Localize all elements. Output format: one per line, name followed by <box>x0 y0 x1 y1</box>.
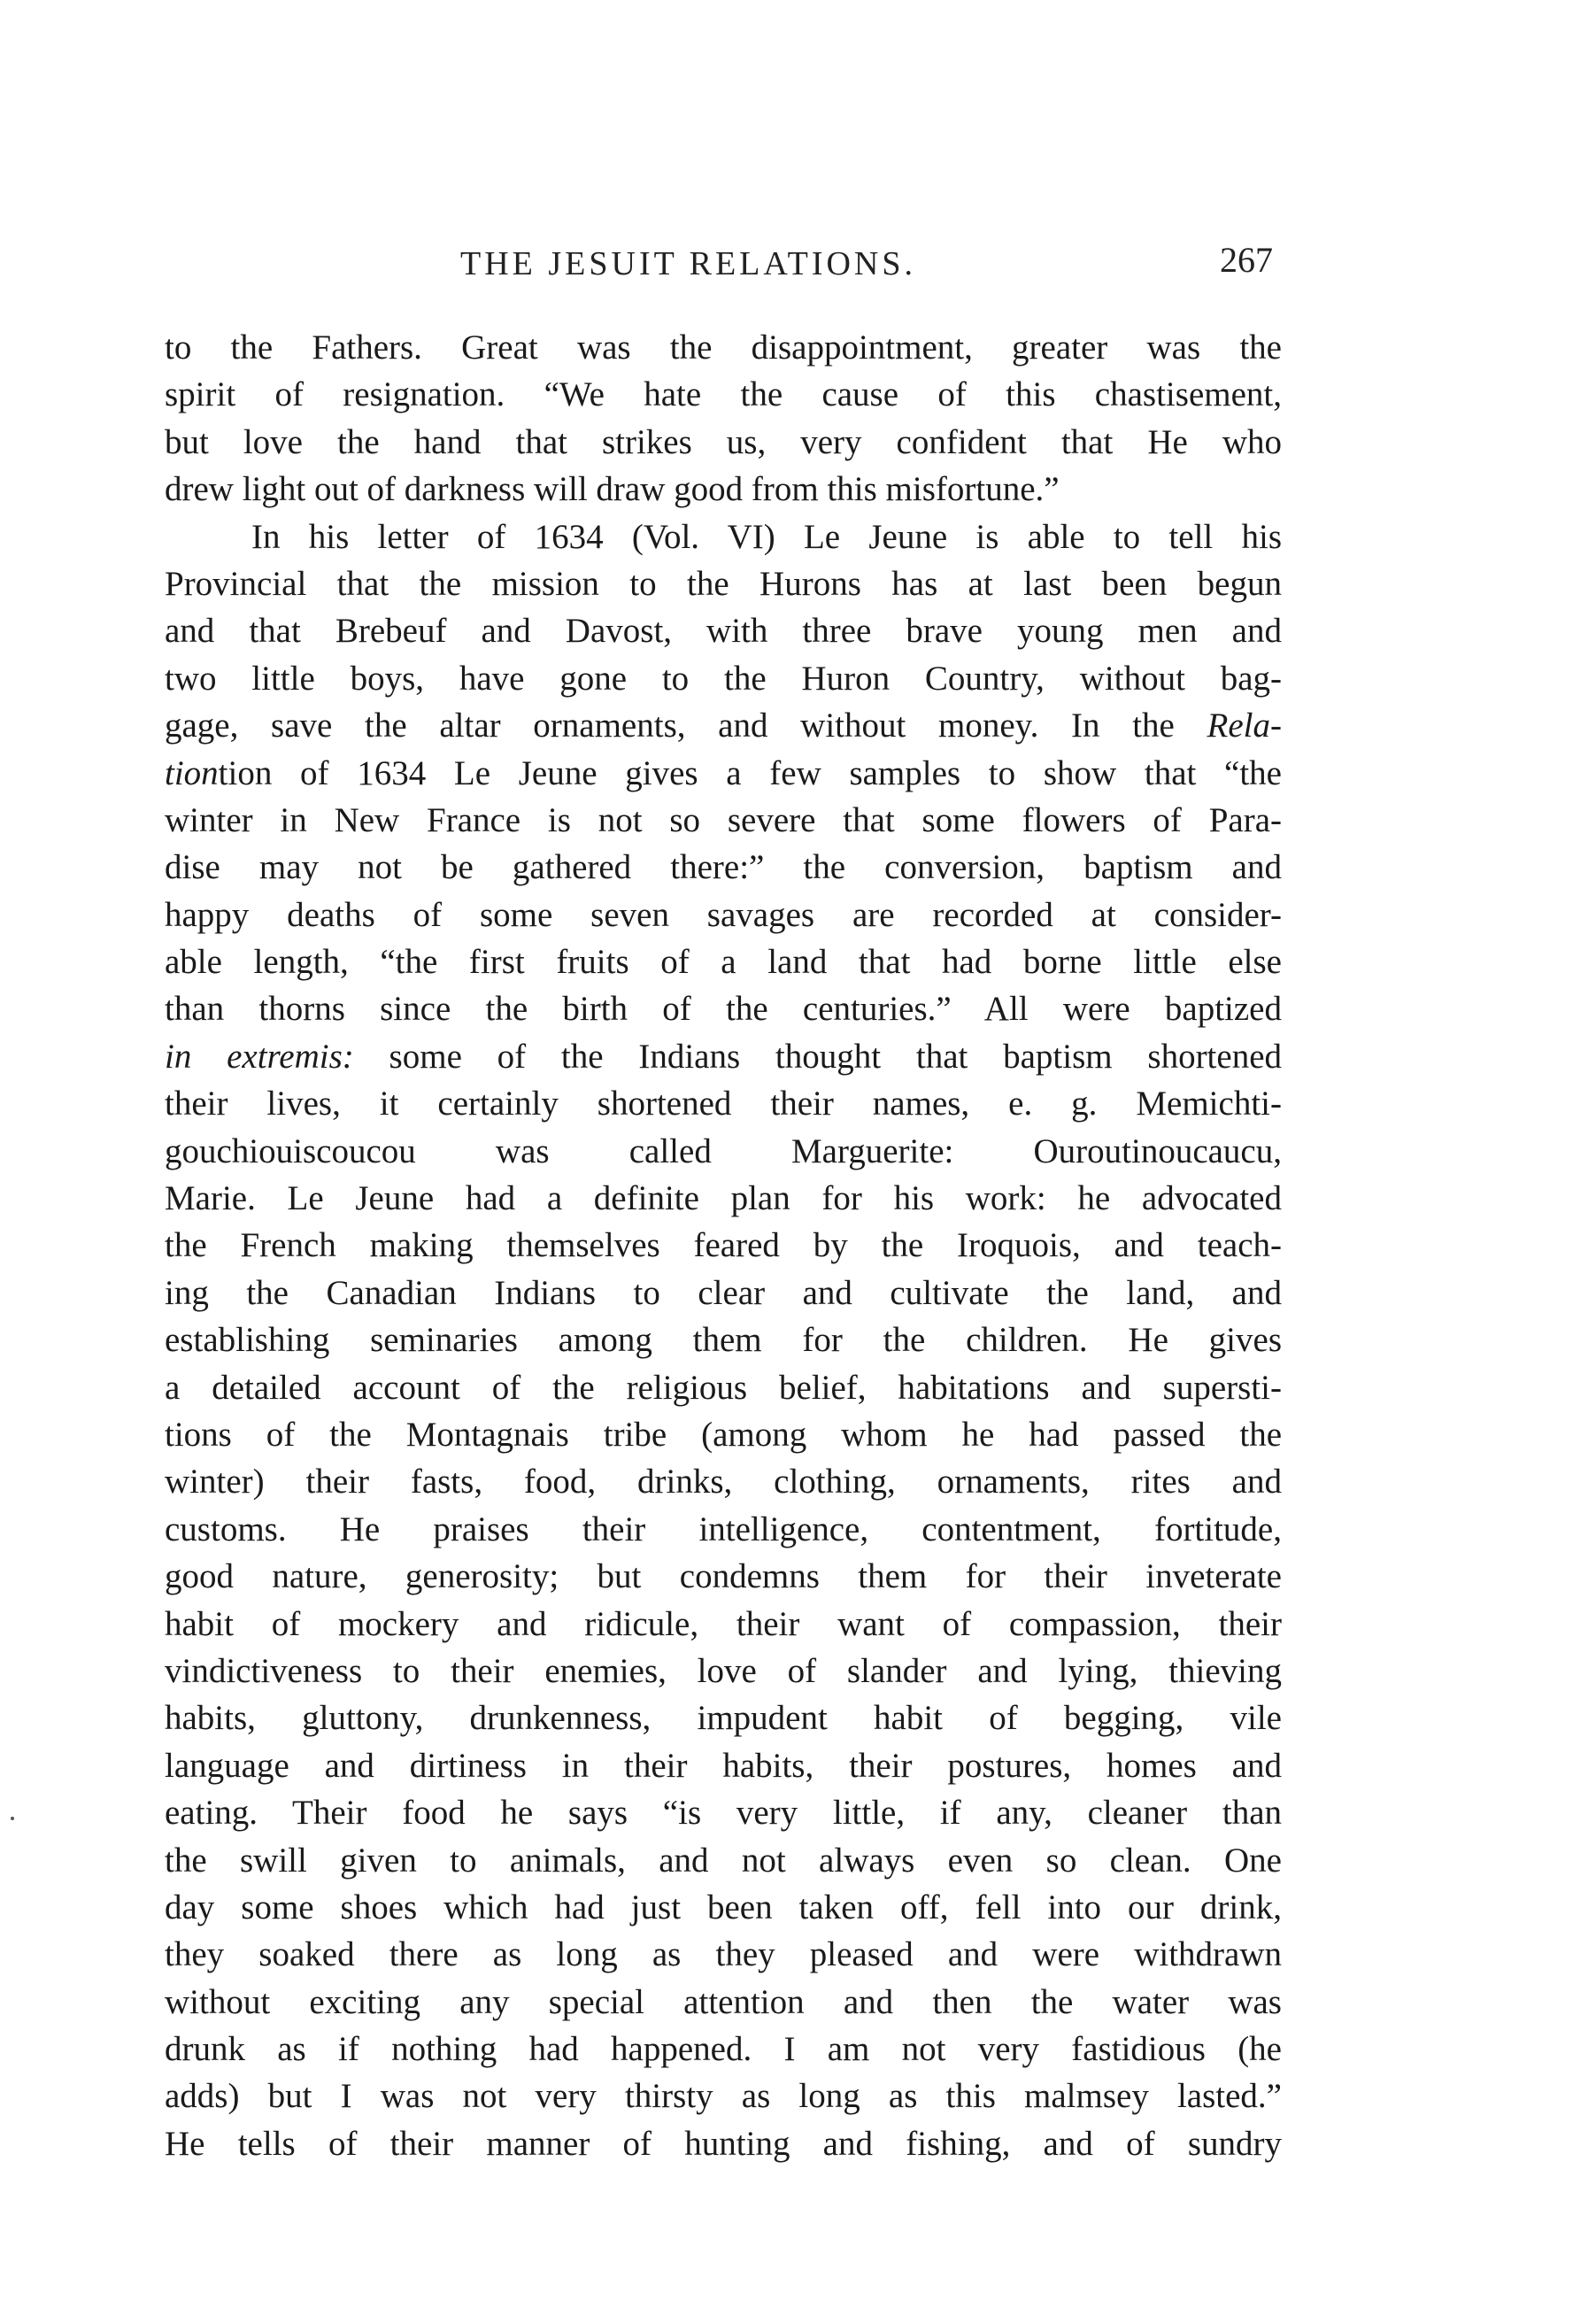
text-line: good nature, generosity; but condemns them for their inveterate <box>165 1557 1282 1596</box>
text-line: but love the hand that strikes us, very confident that He who <box>165 422 1282 461</box>
text-line: winter in New France is not so severe that some flowers of Para- <box>165 800 1282 839</box>
text-line: Marie. Le Jeune had a definite plan for his work: he advocated <box>165 1179 1282 1218</box>
text-line: than thorns since the birth of the centuries.” All were baptized <box>165 990 1282 1029</box>
text-line: a detailed account of the religious belief, habitations and supersti- <box>165 1368 1282 1407</box>
text-line: habits, gluttony, drunkenness, impudent habit of begging, vile <box>165 1699 1282 1738</box>
text-line: ing the Canadian Indians to clear and cultivate the land, and <box>165 1273 1282 1312</box>
text-line: to the Fathers. Great was the disappointment, greater was the <box>165 328 1282 367</box>
paragraph-first-line: In his letter of 1634 (Vol. VI) Le Jeune is able to tell his <box>251 517 1282 556</box>
margin-speck <box>11 1817 14 1820</box>
text-line: He tells of their manner of hunting and fishing, and of sundry <box>165 2124 1282 2163</box>
text-line: Provincial that the mission to the Hurons has at last been begun <box>165 564 1282 603</box>
text-line: eating. Their food he says “is very little, if any, cleaner than <box>165 1794 1282 1833</box>
text-line: tions of the Montagnais tribe (among whom he had passed the <box>165 1415 1282 1454</box>
text-segment: gage, save the altar ornaments, and without money. In the <box>165 706 1207 745</box>
text-line: they soaked there as long as they pleased and were withdrawn <box>165 1935 1282 1974</box>
italic-word: Rela- <box>1207 706 1282 745</box>
text-line: drunk as if nothing had happened. I am not very fastidious (he <box>165 2030 1282 2069</box>
text-line: the French making themselves feared by the Iroquois, and teach- <box>165 1226 1282 1265</box>
text-segment: tion of 1634 Le Jeune gives a few samples to show that “the <box>218 753 1282 792</box>
text-line: drew light out of darkness will draw good from this misfortune.” <box>165 470 1060 509</box>
text-line: vindictiveness to their enemies, love of slander and lying, thieving <box>165 1651 1282 1690</box>
italic-phrase: in extremis: <box>165 1037 354 1076</box>
text-line: the swill given to animals, and not always even so clean. One <box>165 1841 1282 1880</box>
text-line: without exciting any special attention and then the water was <box>165 1982 1282 2021</box>
text-line: and that Brebeuf and Davost, with three brave young men and <box>165 612 1282 651</box>
italic-word: tion <box>165 753 219 792</box>
text-line: establishing seminaries among them for the children. He gives <box>165 1321 1282 1360</box>
page-number: 267 <box>1220 240 1273 280</box>
text-line: spirit of resignation. “We hate the cause of this chastisement, <box>165 375 1282 414</box>
text-line: customs. He praises their intelligence, contentment, fortitude, <box>165 1509 1282 1548</box>
text-line: gouchiouiscoucou was called Marguerite: Ouroutinoucaucu, <box>165 1131 1282 1170</box>
running-head: THE JESUIT RELATIONS. <box>460 245 917 282</box>
text-line: two little boys, have gone to the Huron Country, without bag- <box>165 659 1282 698</box>
text-line: winter) their fasts, food, drinks, clothing, ornaments, rites and <box>165 1463 1282 1502</box>
text-line: habit of mockery and ridicule, their want of compassion, their <box>165 1604 1282 1643</box>
text-line: dise may not be gathered there:” the conversion, baptism and <box>165 848 1282 887</box>
text-line: happy deaths of some seven savages are recorded at consider- <box>165 895 1282 934</box>
text-segment: some of the Indians thought that baptism shortened <box>353 1037 1283 1076</box>
body-text <box>165 324 1282 2167</box>
text-line <box>165 702 1282 749</box>
text-line: adds) but I was not very thirsty as long as this malmsey lasted.” <box>165 2077 1282 2116</box>
text-line: able length, “the first fruits of a land that had borne little else <box>165 943 1282 982</box>
text-line <box>165 750 1282 797</box>
text-line: day some shoes which had just been taken off, fell into our drink, <box>165 1888 1282 1926</box>
text-line <box>165 1033 1282 1080</box>
text-line: language and dirtiness in their habits, their postures, homes and <box>165 1746 1282 1785</box>
text-line: their lives, it certainly shortened their names, e. g. Memichti- <box>165 1085 1282 1123</box>
